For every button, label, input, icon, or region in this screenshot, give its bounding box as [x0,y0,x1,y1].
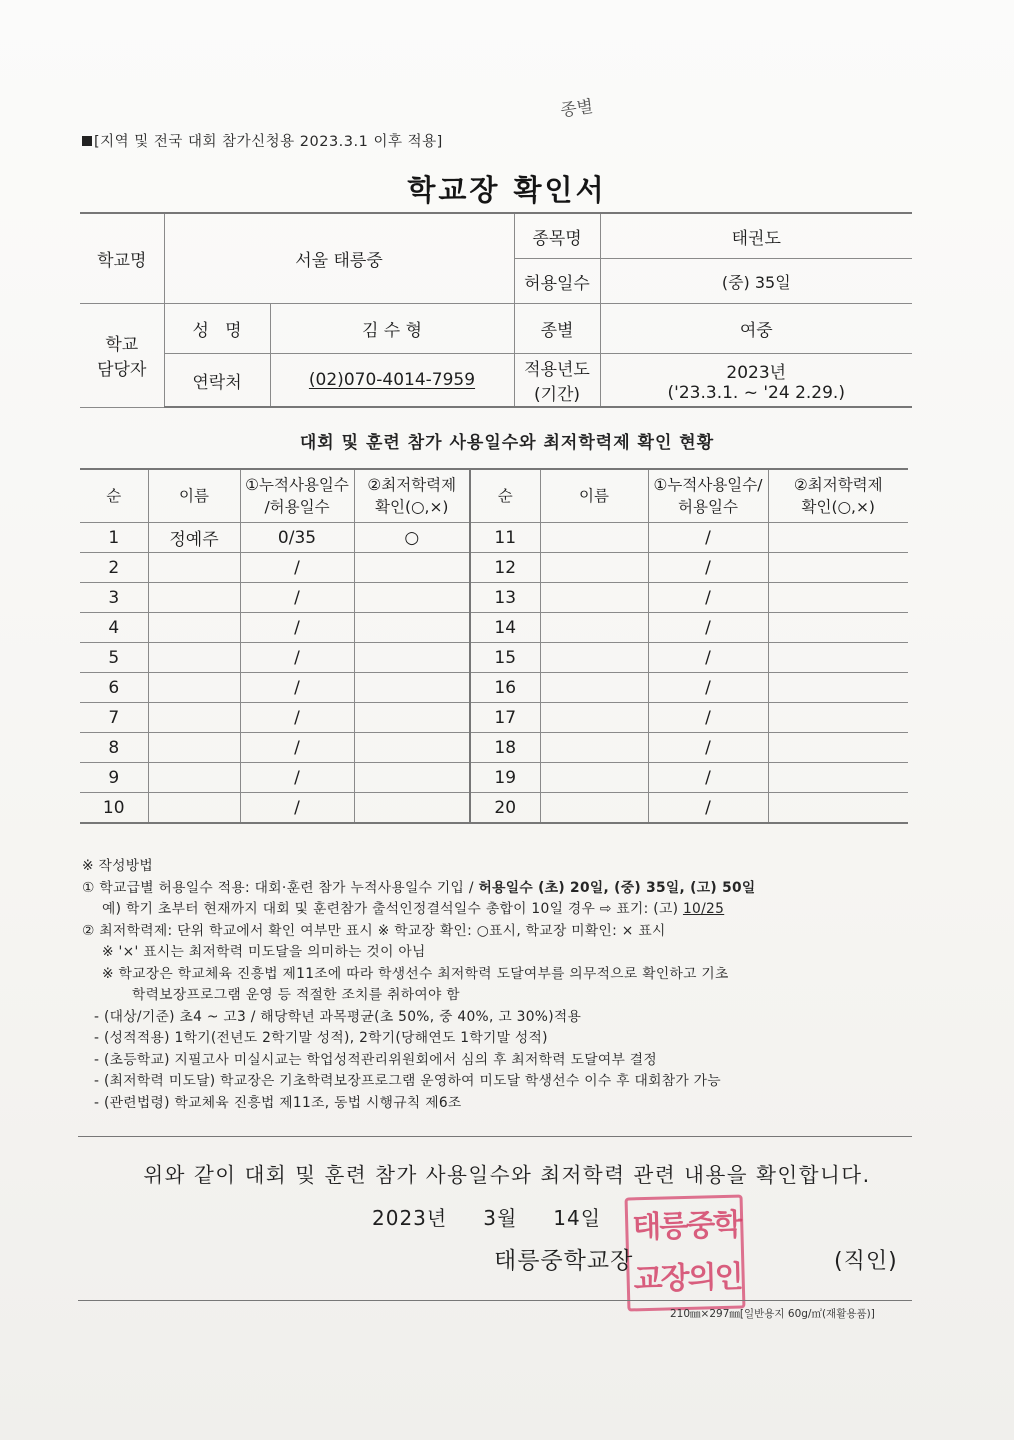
row-days: / [240,793,354,824]
table-row [80,703,908,733]
year-label [514,354,600,408]
row-check-right [768,553,908,583]
row-name-right [540,523,648,553]
head-days [240,469,354,523]
allowed-days-value: (중) 35일 [600,259,912,304]
row-no-right: 13 [470,583,540,613]
row-check [354,703,470,733]
row-days-right: / [648,703,768,733]
head-check-right [768,469,908,523]
row-days: / [240,583,354,613]
table-row [80,523,908,553]
row-name-right [540,553,648,583]
row-name-right [540,793,648,824]
head-days-right-line2: 허용일수 [678,498,738,516]
row-check-right [768,793,908,824]
note-2 [82,899,922,921]
stamp-line2: 교장의인 [633,1259,743,1298]
sport-value: 태권도 [600,213,912,259]
manager-label-line2: 담당자 [97,360,147,381]
note-11: - (관련법령) 학교체육 진흥법 제11조, 동법 시행규칙 제6조 [94,1094,462,1111]
row-days: / [240,553,354,583]
row-days-right: / [648,643,768,673]
year-value-line2: ('23.3.1. ~ '24 2.29.) [667,382,845,403]
row-check [354,763,470,793]
apply-notice [82,130,443,151]
notes-heading: ※ 작성방법 [82,858,154,874]
row-no-right: 18 [470,733,540,763]
date-month: 3월 [483,1206,518,1230]
school-value: 서울 태릉중 [164,213,514,304]
row-name-right [540,583,648,613]
principal-name: 태릉중학교장 [494,1248,634,1274]
row-no: 8 [80,733,148,763]
seal-label: (직인) [834,1249,898,1274]
note-1-text: ① 학교급별 허용일수 적용: 대회·훈련 참가 누적사용일수 기입 / [82,879,479,896]
year-label-line2: (기간) [533,385,581,405]
name-value: 김 수 형 [270,304,514,354]
notes-section [82,856,922,1114]
row-no: 2 [80,553,148,583]
note-7: - (대상/기준) 초4 ~ 고3 / 해당학년 과목평균(초 50%, 중 40%, 고 30%)적용 [94,1008,582,1025]
row-days: / [240,763,354,793]
row-check-right [768,673,908,703]
head-check-line1: ②최저학력제 [367,476,457,494]
row-days: / [240,703,354,733]
school-label: 학교명 [80,213,164,304]
row-no-right: 15 [470,643,540,673]
table-row [80,643,908,673]
paper-spec: 210㎜×297㎜[일반용지 60g/㎡(재활용품)] [670,1308,875,1320]
row-days-right: / [648,583,768,613]
row-name [148,613,240,643]
sport-label: 종목명 [514,213,600,259]
note-4: ※ '×' 표시는 최저학력 미도달을 의미하는 것이 아님 [102,944,426,960]
handwritten-note: 종별 [559,96,595,122]
row-check [354,553,470,583]
row-no: 3 [80,583,148,613]
table-row [80,553,908,583]
row-no-right: 11 [470,523,540,553]
note-9: - (초등학교) 지필고사 미실시교는 학업성적관리위원회에서 심의 후 최저학력 도달여부 결정 [94,1051,658,1068]
row-check [354,673,470,703]
table-row [80,613,908,643]
row-no-right: 12 [470,553,540,583]
usage-table [80,468,908,824]
note-1-bold: 허용일수 (초) 20일, (중) 35일, (고) 50일 [478,879,756,896]
row-name-right [540,733,648,763]
row-check: ○ [354,523,470,553]
note-3: ② 최저학력제: 단위 학교에서 확인 여부만 표시 ※ 학교장 확인: ○표시, 학교장 미확인: × 표시 [82,922,666,939]
row-check-right [768,703,908,733]
year-label-line1: 적용년도 [524,360,590,380]
category-value: 여중 [600,304,912,354]
row-days: / [240,643,354,673]
issue-date [372,1202,637,1231]
row-check-right [768,613,908,643]
row-no-right: 16 [470,673,540,703]
row-name-right [540,703,648,733]
allowed-days-label: 허용일수 [514,259,600,304]
row-no-right: 19 [470,763,540,793]
confirm-statement: 위와 같이 대회 및 훈련 참가 사용일수와 최저학력 관련 내용을 확인합니다. [143,1163,871,1187]
row-name [148,553,240,583]
note-6: 학력보장프로그램 운영 등 적절한 조치를 취하여야 함 [132,987,460,1003]
doc-title: 학교장 확인서 [407,173,607,207]
note-1 [82,878,922,900]
row-name [148,703,240,733]
row-days-right: / [648,523,768,553]
manager-label [80,304,164,408]
row-days-right: / [648,763,768,793]
head-check [354,469,470,523]
row-check [354,613,470,643]
row-no: 4 [80,613,148,643]
row-check-right [768,523,908,553]
head-days-line1: ①누적사용일수 [245,476,349,494]
year-value-line1: 2023년 [726,362,787,383]
row-check [354,733,470,763]
row-no: 1 [80,523,148,553]
row-name [148,673,240,703]
note-2-text: 예) 학기 초부터 현재까지 대회 및 훈련참가 출석인정결석일수 총합이 10일 경우 ⇨ 표기: (고) [102,901,683,917]
head-days-right-line1: ①누적사용일수/ [653,476,763,494]
row-no: 10 [80,793,148,824]
category-label: 종별 [514,304,600,354]
usage-title: 대회 및 훈련 참가 사용일수와 최저학력제 확인 현황 [299,433,715,453]
head-check-line2: 확인(○,×) [375,498,449,516]
row-days: 0/35 [240,523,354,553]
row-check-right [768,583,908,613]
manager-label-line1: 학교 [105,335,139,356]
head-name-right: 이름 [540,469,648,523]
table-row [80,763,908,793]
row-days: / [240,613,354,643]
name-label: 성 명 [164,304,270,354]
row-days-right: / [648,553,768,583]
row-days-right: / [648,613,768,643]
divider-top [78,1136,912,1137]
head-no: 순 [80,469,148,523]
note-2-example: 10/25 [682,901,725,917]
head-check-right-line2: 확인(○,×) [801,498,875,516]
row-no: 5 [80,643,148,673]
table-row [80,583,908,613]
row-name [148,583,240,613]
divider-bottom [78,1300,912,1301]
row-check [354,793,470,824]
contact-label: 연락처 [164,354,270,408]
apply-notice-text: [지역 및 전국 대회 참가신청용 2023.3.1 이후 적용] [94,134,443,150]
row-no-right: 20 [470,793,540,824]
row-no: 7 [80,703,148,733]
row-days-right: / [648,673,768,703]
row-name [148,763,240,793]
row-name-right [540,643,648,673]
row-name-right [540,673,648,703]
date-year: 2023년 [372,1206,448,1230]
note-8: - (성적적용) 1학기(전년도 2학기말 성적), 2학기(당해연도 1학기말 성적) [94,1030,548,1046]
row-days: / [240,673,354,703]
row-name [148,643,240,673]
row-check-right [768,733,908,763]
stamp-line1: 태릉중학 [631,1207,741,1246]
info-table [80,212,912,408]
head-days-line2: /허용일수 [264,498,330,516]
row-name-right [540,763,648,793]
row-check [354,643,470,673]
head-no-right: 순 [470,469,540,523]
row-name [148,733,240,763]
row-days-right: / [648,733,768,763]
note-10: - (최저학력 미도달) 학교장은 기초학력보장프로그램 운영하여 미도달 학생선수 이수 후 대회참가 가능 [94,1073,721,1089]
row-name: 정예주 [148,523,240,553]
table-row [80,673,908,703]
row-check-right [768,763,908,793]
row-no: 9 [80,763,148,793]
row-check [354,583,470,613]
row-name [148,793,240,824]
row-name-right [540,613,648,643]
head-name: 이름 [148,469,240,523]
head-check-right-line1: ②최저학력제 [793,476,883,494]
row-days-right: / [648,793,768,824]
row-days: / [240,733,354,763]
official-seal-stamp [625,1194,746,1311]
table-row [80,733,908,763]
row-no: 6 [80,673,148,703]
contact-value [270,354,514,408]
table-row [80,793,908,824]
square-bullet-icon [82,136,92,146]
note-5: ※ 학교장은 학교체육 진흥법 제11조에 따라 학생선수 최저학력 도달여부를 의무적으로 확인하고 기초 [102,965,729,982]
contact-phone: (02)070-4014-7959 [308,370,476,390]
head-days-right [648,469,768,523]
row-check-right [768,643,908,673]
year-value [600,354,912,408]
row-no-right: 17 [470,703,540,733]
row-no-right: 14 [470,613,540,643]
date-day: 14일 [553,1206,602,1230]
